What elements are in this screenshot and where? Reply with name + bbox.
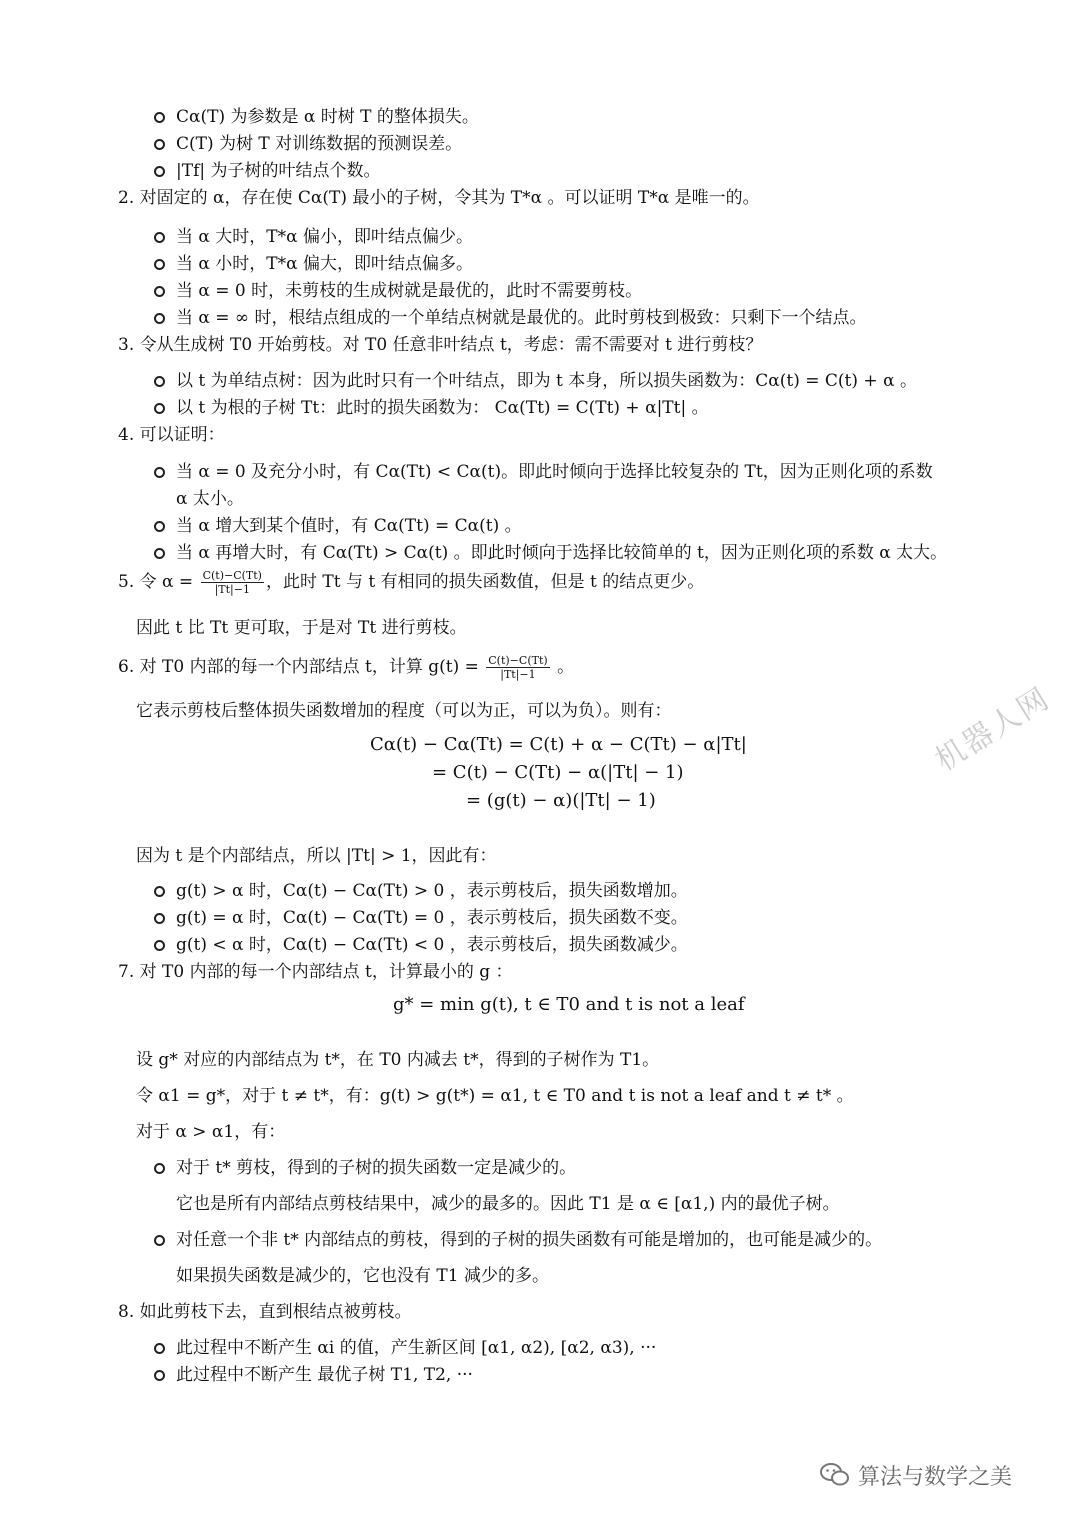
bullet-item: g(t) < α 时，Cα(t) − Cα(Tt) < 0 ，表示剪枝后，损失函数减少。 — [176, 935, 688, 955]
equation-line: g* = min g(t), t ∈ T0 and t is not a leaf — [393, 994, 745, 1015]
formula-text: ，此时 Tt 与 t 有相同的损失函数值，但是 t 的结点更少。 — [265, 572, 705, 592]
bullet-item: Cα(T) 为参数是 α 时树 T 的整体损失。 — [176, 107, 479, 127]
bullet-item: g(t) > α 时，Cα(t) − Cα(Tt) > 0 ，表示剪枝后，损失函数增加。 — [176, 881, 688, 901]
paragraph: 它表示剪枝后整体损失函数增加的程度（可以为正，可以为负）。则有： — [136, 701, 672, 721]
bullet-item: 当 α 增大到某个值时，有 Cα(Tt) = Cα(t) 。 — [176, 516, 522, 536]
bullet-continuation: 它也是所有内部结点剪枝结果中，减少的最多的。因此 T1 是 α ∈ [α1,) 内的最优子树。 — [176, 1194, 840, 1214]
bullet-continuation: 如果损失函数是减少的，它也没有 T1 减少的多。 — [176, 1266, 549, 1286]
numbered-item — [118, 569, 704, 596]
footer-brand — [820, 1460, 1012, 1494]
numbered-item: 3. 令从生成树 T0 开始剪枝。对 T0 任意非叶结点 t，考虑：需不需要对 t 进行剪枝？ — [118, 335, 763, 355]
bullet-item: 对任意一个非 t* 内部结点的剪枝，得到的子树的损失函数有可能是增加的，也可能是减少的。 — [176, 1230, 883, 1250]
bullet-item: 当 α 再增大时，有 Cα(Tt) > Cα(t) 。即此时倾向于选择比较简单的 t，因为正则化项的系数 α 太大。 — [176, 543, 948, 563]
footer-text: 算法与数学之美 — [858, 1465, 1013, 1490]
bullet-item: g(t) = α 时，Cα(t) − Cα(Tt) = 0 ，表示剪枝后，损失函数不变。 — [176, 908, 688, 928]
fraction-denominator: |Tt|−1 — [500, 668, 536, 681]
bullet-item: 当 α = ∞ 时，根结点组成的一个单结点树就是最优的。此时剪枝到极致：只剩下一个结点。 — [176, 308, 867, 328]
numbered-item: 2. 对固定的 α，存在使 Cα(T) 最小的子树，令其为 T*α 。可以证明 T*α 是唯一的。 — [118, 188, 760, 208]
bullet-item: 此过程中不断产生 最优子树 T1, T2, ··· — [176, 1365, 473, 1385]
bullet-item: |Tf| 为子树的叶结点个数。 — [176, 161, 381, 181]
fraction-numerator: C(t)−C(Tt) — [202, 569, 262, 582]
fraction-numerator: C(t)−C(Tt) — [488, 654, 548, 667]
bullet-item: 以 t 为根的子树 Tt：此时的损失函数为： Cα(Tt) = C(Tt) + α|Tt| 。 — [176, 398, 709, 418]
bullet-item: 对于 t* 剪枝，得到的子树的损失函数一定是减少的。 — [176, 1158, 577, 1178]
numbered-item: 8. 如此剪枝下去，直到根结点被剪枝。 — [118, 1302, 412, 1322]
paragraph: 因此 t 比 Tt 更可取，于是对 Tt 进行剪枝。 — [136, 618, 467, 638]
bullet-item: 当 α = 0 及充分小时，有 Cα(Tt) < Cα(t)。即此时倾向于选择比较复杂的 Tt，因为正则化项的系数 — [176, 462, 933, 482]
formula-text: 6. 对 T0 内部的每一个内部结点 t，计算 g(t) = — [118, 657, 485, 677]
bullet-item: 此过程中不断产生 αi 的值，产生新区间 [α1, α2), [α2, α3), ··· — [176, 1338, 657, 1358]
numbered-item: 4. 可以证明： — [118, 425, 225, 445]
fraction — [201, 569, 264, 596]
formula-text: 5. 令 α = — [118, 572, 199, 592]
paragraph: 因为 t 是个内部结点，所以 |Tt| > 1，因此有： — [136, 846, 497, 866]
formula-text: 。 — [551, 657, 575, 677]
bullet-item: 当 α 小时，T*α 偏大，即叶结点偏多。 — [176, 254, 474, 274]
equation-line: = C(t) − C(Tt) − α(|Tt| − 1) — [432, 762, 684, 783]
paragraph: 令 α1 = g*，对于 t ≠ t*，有：g(t) > g(t*) = α1, t ∈ T0 and t is not a leaf and t ≠ t* 。 — [136, 1086, 854, 1106]
numbered-item: 7. 对 T0 内部的每一个内部结点 t，计算最小的 g ： — [118, 962, 513, 982]
bullet-item: 以 t 为单结点树：因为此时只有一个叶结点，即为 t 本身，所以损失函数为：Cα(t) = C(t) + α 。 — [176, 371, 917, 391]
numbered-item — [118, 654, 574, 681]
equation-line: = (g(t) − α)(|Tt| − 1) — [466, 790, 656, 811]
paragraph: 设 g* 对应的内部结点为 t*，在 T0 内减去 t*，得到的子树作为 T1。 — [136, 1050, 660, 1070]
fraction-denominator: |Tt|−1 — [214, 583, 250, 596]
paragraph: 对于 α > α1，有： — [136, 1122, 286, 1142]
bullet-item: 当 α = 0 时，未剪枝的生成树就是最优的，此时不需要剪枝。 — [176, 281, 643, 301]
bullet-item: 当 α 大时，T*α 偏小，即叶结点偏少。 — [176, 227, 474, 247]
wechat-icon — [820, 1462, 850, 1494]
fraction — [486, 654, 549, 681]
bullet-item: C(T) 为树 T 对训练数据的预测误差。 — [176, 134, 463, 154]
bullet-continuation: α 太小。 — [176, 489, 244, 509]
watermark: 机器人网 — [929, 680, 1057, 779]
equation-line: Cα(t) − Cα(Tt) = C(t) + α − C(Tt) − α|Tt| — [370, 734, 747, 755]
